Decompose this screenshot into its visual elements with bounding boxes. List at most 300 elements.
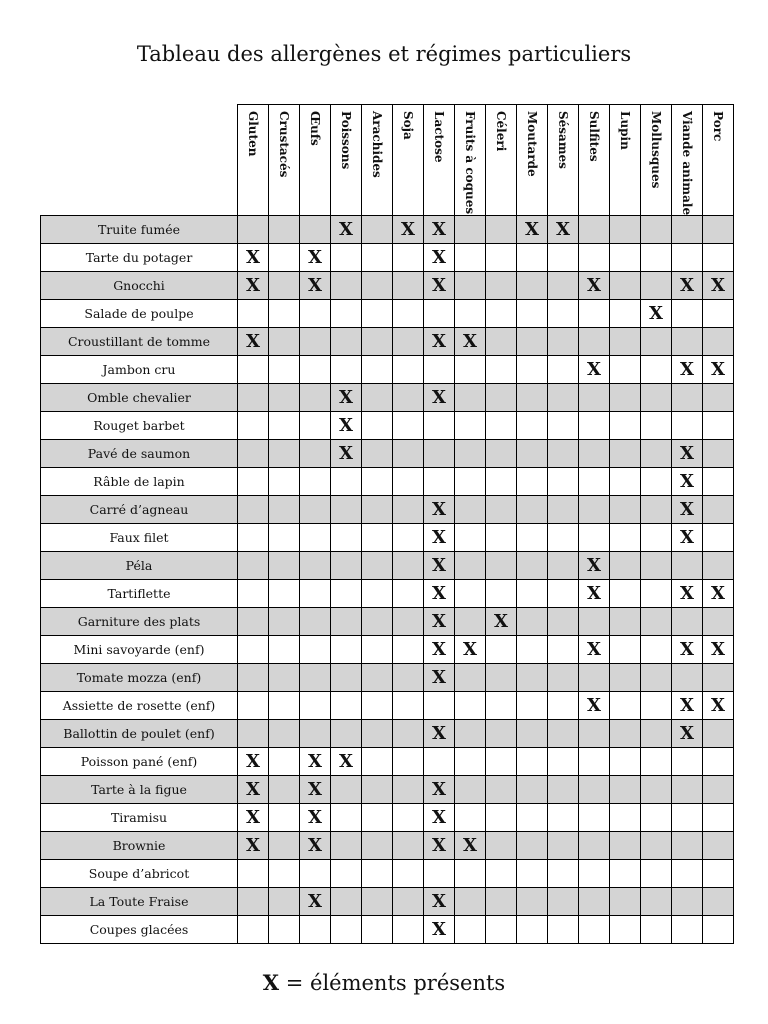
allergen-cell: X — [331, 412, 362, 440]
allergen-cell — [331, 636, 362, 664]
dish-name: Salade de poulpe — [41, 300, 238, 328]
allergen-cell — [455, 664, 486, 692]
table-row — [41, 496, 734, 524]
allergen-cell — [269, 776, 300, 804]
allergen-cell — [672, 552, 703, 580]
allergen-cell — [393, 832, 424, 860]
allergen-cell: X — [424, 916, 455, 944]
allergen-cell — [393, 328, 424, 356]
allergen-cell — [300, 468, 331, 496]
allergen-cell — [238, 692, 269, 720]
allergen-cell — [579, 832, 610, 860]
allergen-cell — [610, 552, 641, 580]
allergen-cell — [362, 608, 393, 636]
allergen-cell — [641, 272, 672, 300]
allergen-cell — [238, 412, 269, 440]
allergen-cell: X — [672, 524, 703, 552]
allergen-cell: X — [703, 636, 734, 664]
dish-name: Tarte du potager — [41, 244, 238, 272]
allergen-cell — [238, 524, 269, 552]
allergen-cell: X — [331, 440, 362, 468]
dish-name: La Toute Fraise — [41, 888, 238, 916]
allergen-cell — [579, 608, 610, 636]
allergen-cell — [672, 664, 703, 692]
allergen-cell — [517, 496, 548, 524]
table-row — [41, 468, 734, 496]
allergen-cell — [362, 888, 393, 916]
allergen-cell: X — [300, 776, 331, 804]
table-row — [41, 412, 734, 440]
allergen-cell: X — [424, 664, 455, 692]
legend — [0, 970, 768, 995]
allergen-cell — [703, 328, 734, 356]
allergen-cell — [548, 916, 579, 944]
allergen-cell: X — [672, 272, 703, 300]
allergen-cell — [610, 636, 641, 664]
allergen-cell: X — [300, 272, 331, 300]
allergen-cell — [269, 720, 300, 748]
allergen-cell — [455, 608, 486, 636]
page-title: Tableau des allergènes et régimes particuliers — [136, 42, 632, 66]
allergen-cell — [610, 272, 641, 300]
allergen-cell — [517, 580, 548, 608]
allergen-cell: X — [703, 272, 734, 300]
allergen-cell — [238, 888, 269, 916]
allergen-cell — [362, 636, 393, 664]
allergen-cell — [455, 748, 486, 776]
allergen-cell: X — [238, 244, 269, 272]
table-row — [41, 272, 734, 300]
allergen-cell — [641, 720, 672, 748]
allergen-cell — [548, 524, 579, 552]
allergen-cell — [610, 832, 641, 860]
allergen-cell — [579, 888, 610, 916]
allergen-cell: X — [424, 888, 455, 916]
allergen-cell — [641, 356, 672, 384]
table-row — [41, 300, 734, 328]
allergen-cell — [548, 356, 579, 384]
allergen-cell — [641, 748, 672, 776]
allergen-cell — [672, 804, 703, 832]
allergen-cell — [455, 888, 486, 916]
allergen-cell — [548, 888, 579, 916]
table-row — [41, 692, 734, 720]
allergen-cell — [300, 496, 331, 524]
allergen-cell — [548, 300, 579, 328]
allergen-cell — [455, 552, 486, 580]
allergen-cell — [610, 496, 641, 524]
allergen-cell — [517, 272, 548, 300]
allergen-cell — [517, 776, 548, 804]
allergen-cell — [331, 720, 362, 748]
table-row — [41, 748, 734, 776]
allergen-cell — [238, 356, 269, 384]
dish-name: Brownie — [41, 832, 238, 860]
column-header-label: Soja — [401, 111, 415, 140]
allergen-cell — [300, 636, 331, 664]
allergen-cell — [269, 496, 300, 524]
allergen-cell — [486, 720, 517, 748]
allergen-cell — [703, 496, 734, 524]
allergen-cell — [455, 776, 486, 804]
allergen-cell — [362, 776, 393, 804]
allergen-cell — [393, 888, 424, 916]
allergen-cell — [424, 440, 455, 468]
allergen-cell — [238, 720, 269, 748]
allergen-cell: X — [424, 244, 455, 272]
table-row — [41, 888, 734, 916]
allergen-cell — [517, 720, 548, 748]
allergen-cell — [548, 692, 579, 720]
column-header-label: Œufs — [308, 111, 322, 146]
allergen-cell — [455, 272, 486, 300]
column-header — [703, 105, 734, 216]
allergen-cell — [517, 356, 548, 384]
allergen-cell — [331, 804, 362, 832]
allergen-cell — [579, 720, 610, 748]
allergen-cell — [610, 328, 641, 356]
allergen-cell: X — [424, 216, 455, 244]
allergen-cell — [486, 832, 517, 860]
allergen-cell — [517, 524, 548, 552]
allergen-cell — [238, 468, 269, 496]
allergen-cell — [238, 636, 269, 664]
allergen-cell: X — [300, 804, 331, 832]
allergen-cell: X — [455, 832, 486, 860]
allergen-cell — [610, 608, 641, 636]
allergen-cell — [517, 692, 548, 720]
allergen-cell — [548, 552, 579, 580]
allergen-cell — [486, 748, 517, 776]
table-row — [41, 860, 734, 888]
allergen-cell — [703, 468, 734, 496]
allergen-cell: X — [424, 832, 455, 860]
allergen-cell — [486, 692, 517, 720]
dish-name: Truite fumée — [41, 216, 238, 244]
allergen-cell — [300, 524, 331, 552]
column-header — [238, 105, 269, 216]
allergen-cell — [610, 888, 641, 916]
dish-name: Rouget barbet — [41, 412, 238, 440]
allergen-cell — [517, 468, 548, 496]
allergen-cell — [610, 916, 641, 944]
dish-name: Péla — [41, 552, 238, 580]
allergen-cell — [331, 888, 362, 916]
allergen-cell: X — [455, 328, 486, 356]
allergen-cell — [703, 664, 734, 692]
allergen-cell: X — [300, 748, 331, 776]
column-header-label: Arachides — [370, 111, 384, 178]
allergen-cell — [517, 748, 548, 776]
allergen-cell — [455, 720, 486, 748]
allergen-cell — [703, 244, 734, 272]
allergen-cell — [486, 328, 517, 356]
allergen-cell — [455, 804, 486, 832]
allergen-cell — [672, 384, 703, 412]
column-header — [269, 105, 300, 216]
allergen-cell — [486, 440, 517, 468]
allergen-cell — [362, 412, 393, 440]
allergen-cell — [300, 328, 331, 356]
allergen-cell — [362, 720, 393, 748]
allergen-cell — [455, 692, 486, 720]
allergen-cell — [579, 216, 610, 244]
allergen-cell — [393, 916, 424, 944]
dish-name: Soupe d’abricot — [41, 860, 238, 888]
allergen-cell: X — [300, 244, 331, 272]
allergen-cell: X — [424, 804, 455, 832]
allergen-cell — [362, 832, 393, 860]
allergen-cell — [641, 440, 672, 468]
allergen-cell: X — [579, 636, 610, 664]
allergen-cell — [579, 412, 610, 440]
allergen-cell — [486, 356, 517, 384]
allergen-cell: X — [424, 580, 455, 608]
column-header — [672, 105, 703, 216]
dish-name: Poisson pané (enf) — [41, 748, 238, 776]
allergen-cell — [641, 580, 672, 608]
allergen-cell: X — [672, 496, 703, 524]
table-row — [41, 440, 734, 468]
allergen-cell — [486, 860, 517, 888]
dish-name: Assiette de rosette (enf) — [41, 692, 238, 720]
allergen-cell: X — [238, 748, 269, 776]
column-header — [455, 105, 486, 216]
allergen-cell — [517, 832, 548, 860]
allergen-cell — [486, 468, 517, 496]
column-header-label: Poissons — [339, 111, 353, 170]
allergen-cell — [331, 860, 362, 888]
allergen-cell: X — [548, 216, 579, 244]
allergen-cell — [269, 804, 300, 832]
allergen-cell — [362, 860, 393, 888]
allergen-cell — [610, 384, 641, 412]
allergen-cell — [238, 300, 269, 328]
allergen-cell — [610, 664, 641, 692]
table-row — [41, 720, 734, 748]
allergen-cell — [393, 300, 424, 328]
allergen-cell — [300, 692, 331, 720]
allergen-cell — [362, 496, 393, 524]
allergen-cell — [269, 552, 300, 580]
allergen-cell — [579, 748, 610, 776]
column-header — [362, 105, 393, 216]
allergen-cell — [641, 636, 672, 664]
allergen-cell — [703, 440, 734, 468]
column-header-label: Lactose — [432, 111, 446, 163]
allergen-cell — [641, 244, 672, 272]
allergen-cell — [455, 244, 486, 272]
allergen-cell — [672, 832, 703, 860]
allergen-cell — [579, 524, 610, 552]
allergen-cell — [393, 608, 424, 636]
allergen-cell — [579, 440, 610, 468]
allergen-cell — [548, 272, 579, 300]
allergen-cell — [331, 244, 362, 272]
allergen-cell — [393, 496, 424, 524]
column-header-label: Sulfites — [587, 111, 601, 162]
allergen-cell — [672, 776, 703, 804]
allergen-cell: X — [672, 692, 703, 720]
allergen-cell — [455, 384, 486, 412]
allergen-cell — [672, 244, 703, 272]
allergen-cell — [455, 916, 486, 944]
column-header-label: Viande animale — [680, 111, 694, 216]
allergen-cell — [455, 356, 486, 384]
allergen-cell — [548, 496, 579, 524]
allergen-cell — [269, 524, 300, 552]
column-header-label: Porc — [711, 111, 725, 142]
allergen-cell — [362, 804, 393, 832]
allergen-cell — [331, 300, 362, 328]
allergen-cell — [641, 496, 672, 524]
allergen-cell — [238, 916, 269, 944]
allergen-cell — [269, 216, 300, 244]
allergen-cell — [393, 524, 424, 552]
allergen-cell — [455, 860, 486, 888]
allergen-cell — [517, 664, 548, 692]
legend-text: = éléments présents — [279, 971, 506, 995]
allergen-cell: X — [672, 580, 703, 608]
column-header — [610, 105, 641, 216]
allergen-cell — [641, 328, 672, 356]
allergen-cell — [610, 300, 641, 328]
allergen-cell: X — [238, 776, 269, 804]
allergen-cell — [455, 300, 486, 328]
allergen-cell — [362, 328, 393, 356]
allergen-cell — [331, 608, 362, 636]
allergen-cell — [393, 272, 424, 300]
allergen-cell — [362, 272, 393, 300]
allergen-cell — [641, 832, 672, 860]
allergen-cell: X — [300, 832, 331, 860]
allergen-cell — [703, 804, 734, 832]
allergen-cell — [269, 636, 300, 664]
allergen-cell — [269, 580, 300, 608]
column-header — [641, 105, 672, 216]
allergen-cell — [300, 552, 331, 580]
dish-name: Tomate mozza (enf) — [41, 664, 238, 692]
allergen-cell — [269, 468, 300, 496]
allergen-cell — [362, 356, 393, 384]
allergen-cell — [424, 300, 455, 328]
allergen-cell — [393, 664, 424, 692]
table-row — [41, 916, 734, 944]
allergen-table — [40, 104, 734, 944]
allergen-cell — [517, 244, 548, 272]
allergen-cell — [641, 608, 672, 636]
table-row — [41, 832, 734, 860]
allergen-cell — [672, 216, 703, 244]
allergen-cell: X — [641, 300, 672, 328]
allergen-cell — [641, 692, 672, 720]
allergen-cell — [579, 244, 610, 272]
allergen-cell — [610, 804, 641, 832]
allergen-cell: X — [238, 832, 269, 860]
column-header — [393, 105, 424, 216]
allergen-cell — [517, 804, 548, 832]
allergen-cell — [486, 272, 517, 300]
allergen-cell — [517, 860, 548, 888]
table-row — [41, 636, 734, 664]
dish-name: Garniture des plats — [41, 608, 238, 636]
allergen-cell — [486, 804, 517, 832]
allergen-cell — [362, 524, 393, 552]
allergen-cell: X — [300, 888, 331, 916]
allergen-cell — [331, 496, 362, 524]
allergen-cell — [362, 216, 393, 244]
column-header-label: Mollusques — [649, 111, 663, 189]
allergen-cell — [610, 776, 641, 804]
allergen-cell — [331, 692, 362, 720]
allergen-cell — [579, 300, 610, 328]
allergen-cell — [486, 524, 517, 552]
allergen-cell: X — [393, 216, 424, 244]
allergen-cell: X — [579, 356, 610, 384]
allergen-cell — [238, 384, 269, 412]
dish-name: Râble de lapin — [41, 468, 238, 496]
table-body — [41, 216, 734, 944]
allergen-cell: X — [424, 496, 455, 524]
allergen-cell: X — [331, 216, 362, 244]
allergen-cell — [455, 216, 486, 244]
allergen-cell — [672, 328, 703, 356]
allergen-cell — [703, 748, 734, 776]
allergen-cell — [703, 832, 734, 860]
allergen-cell — [362, 692, 393, 720]
allergen-cell — [300, 300, 331, 328]
dish-name: Omble chevalier — [41, 384, 238, 412]
allergen-cell — [269, 860, 300, 888]
allergen-cell — [331, 916, 362, 944]
allergen-cell — [672, 300, 703, 328]
allergen-cell — [331, 272, 362, 300]
allergen-cell — [517, 636, 548, 664]
allergen-cell — [269, 692, 300, 720]
allergen-cell — [486, 216, 517, 244]
allergen-cell — [579, 776, 610, 804]
allergen-cell — [517, 300, 548, 328]
allergen-cell: X — [672, 720, 703, 748]
allergen-cell — [393, 244, 424, 272]
allergen-cell — [548, 580, 579, 608]
allergen-cell — [486, 552, 517, 580]
column-header — [331, 105, 362, 216]
allergen-cell: X — [672, 636, 703, 664]
allergen-cell — [362, 468, 393, 496]
allergen-cell — [331, 664, 362, 692]
table-row — [41, 216, 734, 244]
allergen-cell — [269, 608, 300, 636]
table-row — [41, 356, 734, 384]
column-header-label: Crustacés — [277, 111, 291, 178]
allergen-cell — [672, 608, 703, 636]
dish-name: Croustillant de tomme — [41, 328, 238, 356]
allergen-cell: X — [672, 356, 703, 384]
allergen-cell — [703, 720, 734, 748]
allergen-cell — [610, 524, 641, 552]
table-row — [41, 328, 734, 356]
allergen-cell — [641, 860, 672, 888]
allergen-cell: X — [703, 356, 734, 384]
allergen-cell — [486, 384, 517, 412]
allergen-cell — [331, 468, 362, 496]
allergen-cell — [269, 916, 300, 944]
allergen-cell — [641, 384, 672, 412]
allergen-cell — [331, 328, 362, 356]
allergen-cell — [238, 496, 269, 524]
allergen-cell — [300, 608, 331, 636]
